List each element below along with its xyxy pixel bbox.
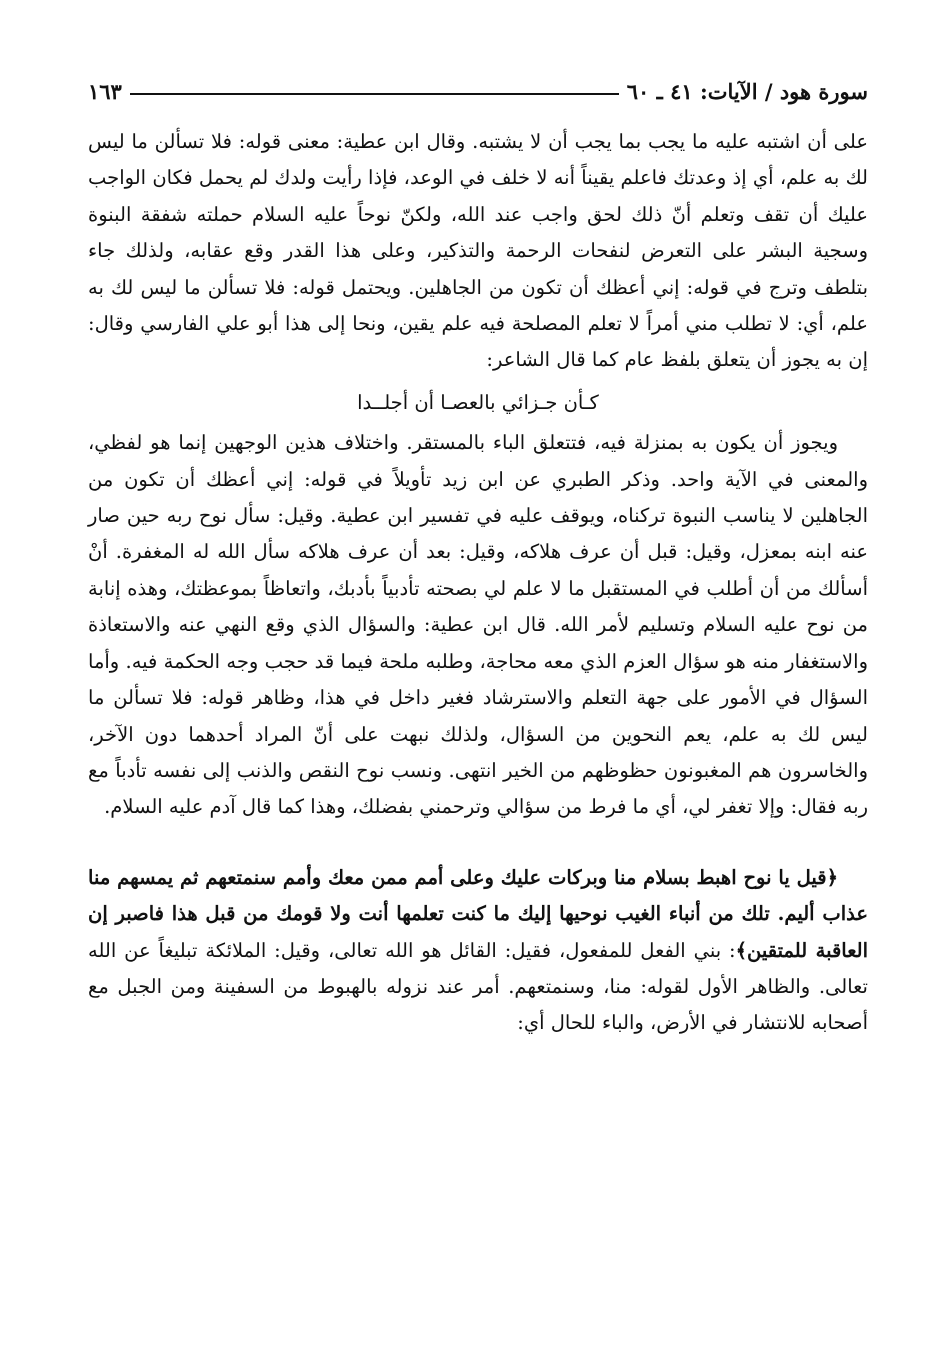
poetry-verse: كـأن جـزائي بالعصـا أن أجلــدا (357, 390, 599, 414)
page-number: ١٦٣ (88, 79, 122, 104)
paragraph-2: ويجوز أن يكون به بمنزلة فيه، فتتعلق الباء بالمستقر. واختلاف هذين الوجهين إنما هو لفظي، والمعنى في الآية واحد. وذكر الطبري عن ابن زيد تأويلاً في قوله: إني أعظك أن تكون من الجاهلين لا يناسب النبوة تركناه، ويوقف عليه في تفسير ابن عطية. وقيل: سأل نوح ربه حين صار عنه ابنه بمعزل، وقيل: قبل أن عرف هلاكه، وقيل: بعد أن عرف هلاكه سأل الله له المغفرة. أنْ أسألك من أن أطلب في المستقبل ما لا علم لي بصحته تأدبياً بأدبك، واتعاظاً بموعظتك، وهذه إنابة من نوح عليه السلام وتسليم لأمر الله. قال ابن عطية: والسؤال الذي وقع النهي عنه والاستعاذة والاستغفار منه هو سؤال العزم الذي معه محاجة، وطلبه ملحة فيما قد حجب وجه الحكمة فيه. وأما السؤال في الأمور على جهة التعلم والاسترشاد فغير داخل في هذا، وظاهر قوله: فلا تسألن ما ليس لك به علم، يعم النحوين من السؤال، ولذلك نبهت على أنّ المراد أحدهما دون الآخر، والخاسرون هم المغبونون حظوظهم من الخير انتهى. ونسب نوح النقص والذنب إلى نفسه تأدباً مع ربه فقال: وإلا تغفر لي، أي ما فرط من سؤالي وترحمني بفضلك، وهذا كما قال آدم عليه السلام. (88, 431, 868, 819)
body-text (88, 124, 868, 1042)
paragraph-1: على أن اشتبه عليه ما يجب بما يجب أن لا يشتبه. وقال ابن عطية: معنى قوله: فلا تسألن ما ليس لك به علم، أي إذ وعدتك فاعلم يقيناً أنه لا خلف في الوعد، فإذا رأيت ولدك لم يحمل فكان الواجب عليك أن تقف وتعلم أنّ ذلك لحق واجب عند الله، ولكنّ نوحاً عليه السلام حملته شفقة البنوة وسجية البشر على التعرض لنفحات الرحمة والتذكير، وعلى هذا القدر وقع عقابه، ولذلك جاء بتلطف وترج في قوله: إني أعظك أن تكون من الجاهلين. ويحتمل قوله: فلا تسألن ما ليس لك به علم، أي: لا تطلب مني أمراً لا تعلم المصلحة فيه علم يقين، ونحا إلى هذا أبو علي الفارسي وقال: إن به يجوز أن يتعلق بلفظ عام كما قال الشاعر: (88, 130, 868, 372)
commentary: : بني الفعل للمفعول، فقيل: القائل هو الله تعالى، وقيل: الملائكة تبليغاً عن الله تعالى. والظاهر الأول لقوله: منا، وسنمتعهم. أمر عند نزوله بالهبوط من السفينة ومن الجبل مع أصحابه للانتشار في الأرض، والباء للحال أي: (88, 938, 868, 1035)
paragraph-3 (88, 860, 868, 1042)
page-header (88, 64, 868, 104)
quran-verse: ﴿قيل يا نوح اهبط بسلام منا وبركات عليك وعلى أمم ممن معك وأمم سنمتعهم ثم يمسهم منا عذاب أليم. تلك من أنباء الغيب نوحيها إليك ما كنت تعلمها أنت ولا قومك من قبل هذا فاصبر إن العاقبة للمتقين﴾ (88, 865, 868, 962)
section-gap (88, 826, 868, 860)
page (88, 64, 868, 1042)
header-rule (130, 93, 619, 95)
running-title: سورة هود / الآيات: ٤١ ـ ٦٠ (626, 79, 868, 104)
